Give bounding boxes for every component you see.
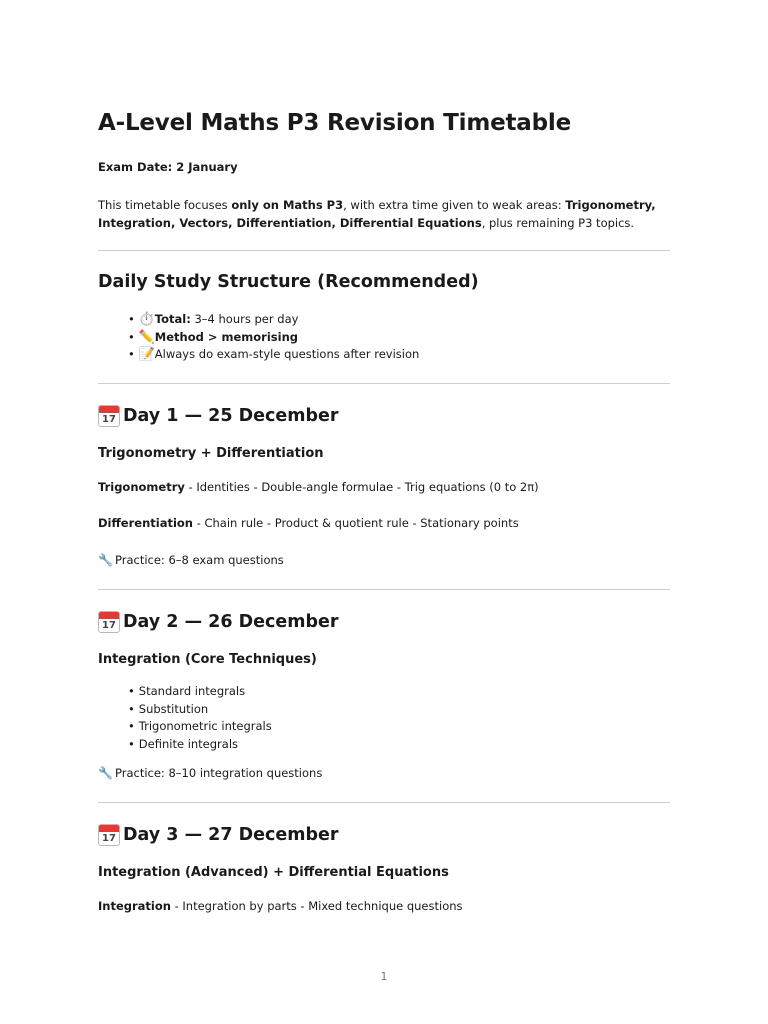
pencil-icon: ✏️	[138, 329, 155, 345]
bullet-dot: •	[128, 312, 135, 326]
intro-text-mid: , with extra time given to weak areas:	[343, 198, 566, 212]
practice-text: Practice: 6–8 exam questions	[115, 553, 284, 567]
day-1-line-trigonometry	[98, 480, 539, 494]
day-2-practice	[98, 766, 322, 780]
day-2-heading-text: Day 2 — 26 December	[123, 612, 339, 632]
day-1-practice	[98, 553, 284, 567]
day-3-line-integration	[98, 899, 463, 913]
list-item: • Substitution	[128, 701, 209, 716]
topic-details: - Integration by parts - Mixed technique questions	[170, 899, 463, 913]
list-item: • Definite integrals	[128, 736, 239, 751]
exam-date: Exam Date: 2 January	[98, 160, 238, 174]
list-item: • Trigonometric integrals	[128, 719, 272, 733]
topic-details: - Identities - Double-angle formulae - Trig equations (0 to 2π)	[184, 480, 539, 494]
day-2-topic-list	[128, 683, 272, 753]
day-2-subheading: Integration (Core Techniques)	[98, 652, 317, 667]
bullet-dot: •	[128, 347, 135, 361]
day-1-heading	[98, 405, 339, 427]
day-3-heading-text: Day 3 — 27 December	[123, 825, 339, 845]
structure-item-bold: Total:	[154, 312, 191, 326]
day-1-line-differentiation	[98, 516, 519, 530]
memo-icon: 📝	[138, 347, 155, 362]
calendar-icon: 17	[98, 611, 120, 633]
day-3-heading	[98, 824, 339, 846]
topic-label: Differentiation	[98, 516, 193, 530]
divider	[98, 589, 670, 590]
divider	[98, 383, 670, 384]
structure-list	[128, 311, 419, 364]
stopwatch-icon: ⏱️	[138, 312, 155, 327]
day-2-heading	[98, 611, 339, 633]
structure-heading: Daily Study Structure (Recommended)	[98, 272, 479, 292]
topic-label: Integration	[98, 899, 171, 913]
intro-text-post: , plus remaining P3 topics.	[481, 216, 635, 230]
divider	[98, 802, 670, 803]
bullet-dot: •	[128, 329, 135, 344]
page-number: 1	[380, 970, 388, 983]
intro-text-pre: This timetable focuses	[98, 198, 232, 212]
divider	[98, 250, 670, 251]
structure-item-practice	[128, 346, 419, 364]
structure-item-total	[128, 311, 419, 329]
intro-paragraph	[98, 196, 670, 232]
structure-item-bold: Method > memorising	[154, 329, 298, 344]
calendar-icon: 17	[98, 405, 120, 427]
day-3-subheading: Integration (Advanced) + Differential Equations	[98, 865, 449, 880]
structure-item-text: Always do exam-style questions after revision	[154, 347, 420, 361]
calendar-icon: 17	[98, 824, 120, 846]
structure-item-text: 3–4 hours per day	[190, 312, 299, 326]
intro-bold-scope: only on Maths P3	[231, 198, 344, 212]
structure-item-method	[128, 329, 419, 347]
day-1-subheading: Trigonometry + Differentiation	[98, 446, 324, 461]
topic-details: - Chain rule - Product & quotient rule - Stationary points	[193, 516, 519, 530]
practice-text: Practice: 8–10 integration questions	[115, 766, 323, 780]
wrench-icon: 🔧	[98, 766, 113, 780]
list-item: • Standard integrals	[128, 684, 246, 698]
page-title: A-Level Maths P3 Revision Timetable	[98, 110, 571, 136]
day-1-heading-text: Day 1 — 25 December	[123, 406, 339, 426]
intro-bold-weak-areas: Trigonometry, Integration, Vectors, Differentiation, Differential Equations	[98, 198, 656, 230]
wrench-icon: 🔧	[98, 553, 113, 567]
topic-label: Trigonometry	[98, 480, 185, 494]
